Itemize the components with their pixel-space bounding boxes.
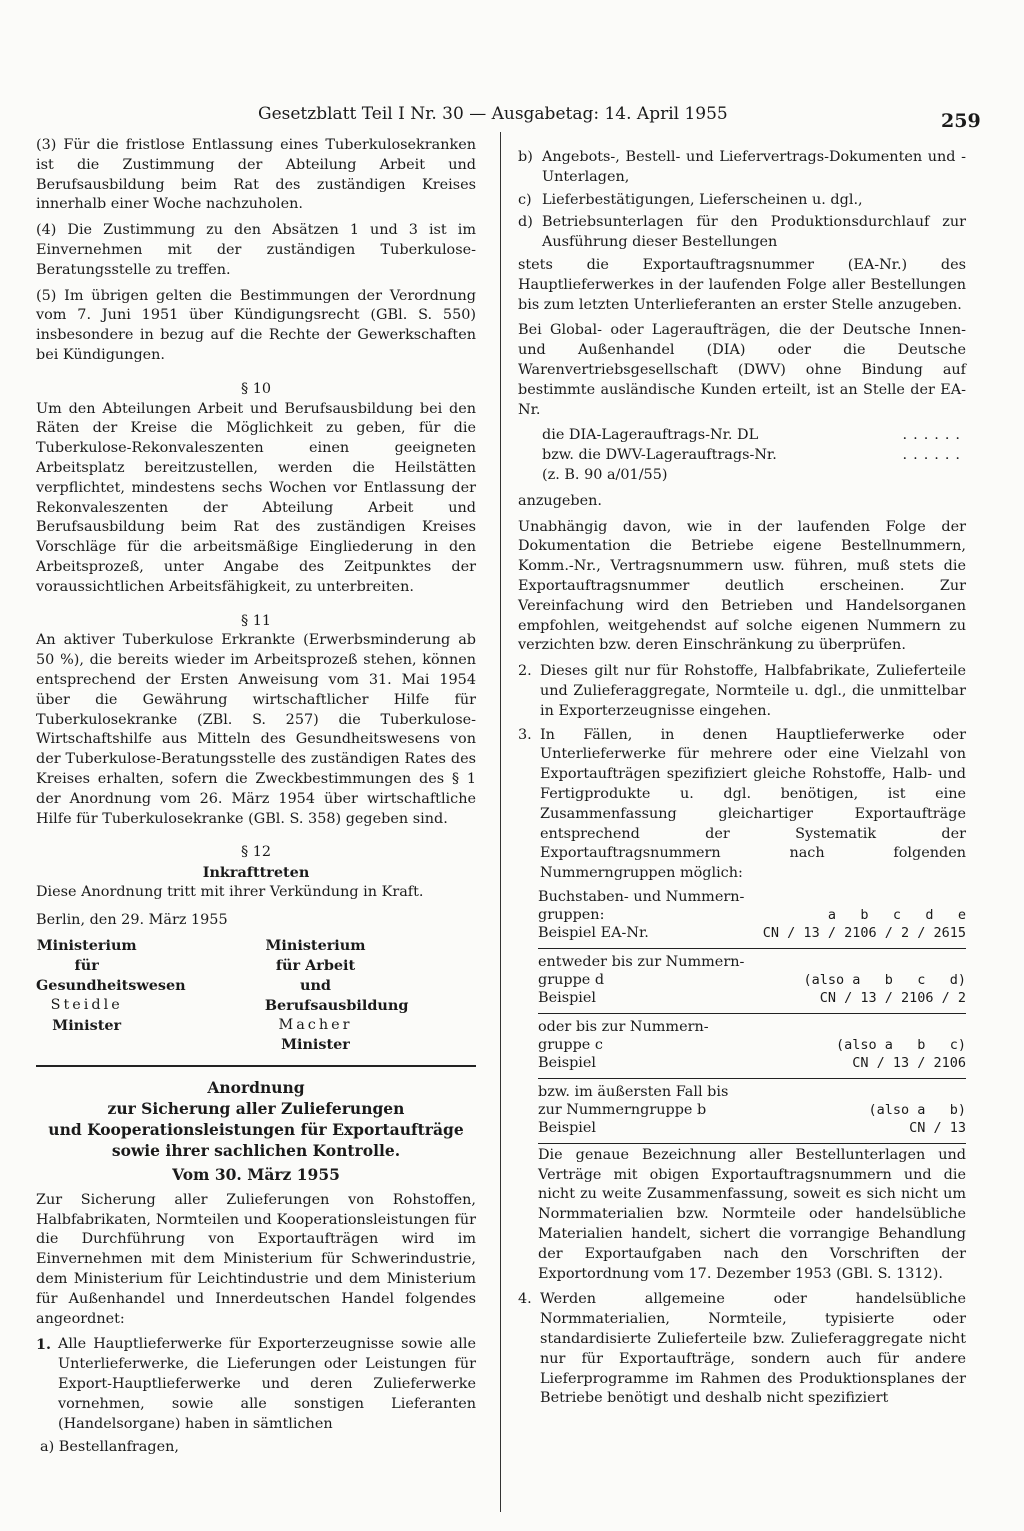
signature-left xyxy=(36,936,247,1055)
ministry-health-line1: Ministerium xyxy=(36,937,137,955)
group-4-example-label: Beispiel xyxy=(538,1119,597,1136)
item-2-number: 2. xyxy=(518,663,532,680)
signer-macher: Macher xyxy=(278,1016,353,1033)
ordinance-title-line4: sowie ihrer sachlichen Kontrolle. xyxy=(111,1140,401,1160)
item-4 xyxy=(518,1290,966,1409)
item-1c xyxy=(518,191,966,211)
section-12-title: Inkrafttreten xyxy=(202,864,310,882)
dots-2: ...... xyxy=(902,447,966,464)
unabhaengig-paragraph: Unabhängig davon, wie in der laufenden Folge der Dokumentation die Betriebe eigene Bestellnummern, Komm.-Nr., Vertragsnummern usw. führen, muß stets die Exportauftragsnummer deutlich erscheinen. Zur Vereinfachung wird den Betrieben und Handelsorganen empfohlen, weitgehendst auf solche eigenen Nummern zu verzichten bzw. deren Einschränkung zu überprüfen. xyxy=(518,518,966,654)
group-3-example-label: Beispiel xyxy=(538,1054,597,1071)
item-1c-label: c) xyxy=(518,191,532,208)
item-1 xyxy=(36,1335,476,1434)
group-2-example-label: Beispiel xyxy=(538,989,597,1006)
place-date: Berlin, den 29. März 1955 xyxy=(36,911,228,928)
ordinance-title xyxy=(36,1077,476,1185)
ordinance-date: Vom 30. März 1955 xyxy=(172,1164,340,1184)
group-4-letters: (also a b) xyxy=(868,1101,966,1118)
section-12-text: Diese Anordnung tritt mit ihrer Verkündung in Kraft. xyxy=(36,883,424,900)
ministry-labour-line2: und Berufsausbildung xyxy=(264,977,409,1014)
example-number: (z. B. 90 a/01/55) xyxy=(542,466,668,483)
group-footer-rule xyxy=(538,1143,966,1144)
item-4-number: 4. xyxy=(518,1291,532,1308)
signer-role-right: Minister xyxy=(281,1036,350,1054)
item-1a: a) Bestellanfragen, xyxy=(40,1439,179,1456)
dia-number-line: die DIA-Lagerauftrags-Nr. DL xyxy=(542,427,759,444)
item-1d-text: Betriebsunterlagen für den Produktionsdurchlauf zur Ausführung dieser Bestellungen xyxy=(542,214,966,251)
stets-paragraph: stets die Exportauftragsnummer (EA-Nr.) des Hauptlieferwerkes in der laufenden Folge aller Bestellungen bis zum letzten Unterlieferanten an erster Stelle anzugeben. xyxy=(518,256,966,313)
item-1-number: 1. xyxy=(36,1336,52,1354)
signer-steidle: Steidle xyxy=(50,996,123,1013)
item-2-text: Dieses gilt nur für Rohstoffe, Halbfabrikate, Zulieferteile und Zulieferaggregate, Normteile u. dgl., die unmittelbar in Exporterzeugnisse eingehen. xyxy=(540,663,966,719)
group-4-label: bzw. im äußersten Fall bis xyxy=(538,1083,729,1100)
section-10-text: Um den Abteilungen Arbeit und Berufsausbildung bei den Räten der Kreise die Möglichkeit zu geben, für die Tuberkulose-Rekonvaleszenten einen geeigneten Arbeitsplatz bereitzustellen, werden die Heilstätten verpflichtet, mindestens sechs Wochen vor Entlassung der Rekonvaleszenten der Abteilung Arbeit und Berufsausbildung beim Rat des zuständigen Kreises Vorschläge für die arbeitsmäßige Eingliederung in den Arbeitsprozeß, unter Angabe des Zeitpunktes der voraussichtlichen Arbeitsfähigkeit, zu unterbreiten. xyxy=(36,400,476,595)
global-paragraph: Bei Global- oder Lageraufträgen, die der Deutsche Innen- und Außenhandel (DIA) oder die Deutsche Warenvertriebsgesellschaft (DWV) ohne Bindung auf bestimmte ausländische Kunden erteilt, ist an Stelle der EA-Nr. xyxy=(518,322,966,418)
item-3 xyxy=(518,726,966,884)
group-4-label2: zur Nummerngruppe b xyxy=(538,1101,707,1118)
page-number: 259 xyxy=(941,110,981,132)
section-11-heading: § 11 xyxy=(240,612,272,629)
group-1-code: CN / 13 / 2106 / 2 / 2615 xyxy=(762,924,966,941)
group-1-label: Buchstaben- und Nummern- xyxy=(538,888,745,905)
group-1-example-label: Beispiel EA-Nr. xyxy=(538,924,649,941)
dots-1: ...... xyxy=(902,427,966,444)
separator-rule xyxy=(36,1065,476,1067)
group-row-1 xyxy=(538,888,966,942)
item-4-text: Werden allgemeine oder handelsübliche Normmaterialien, Normteile, typisierte oder standardisierte Zulieferteile bzw. Zulieferaggregate nicht nur für Exportaufträge, sondern auch für andere Lieferprogramme im Rahmen des Produktionsplanes der Betriebe benötigt und deshalb nicht spezifiziert xyxy=(540,1291,966,1407)
group-2-label: entweder bis zur Nummern- xyxy=(538,953,745,970)
group-2-label2: gruppe d xyxy=(538,971,605,988)
group-1-label2: gruppen: xyxy=(538,906,605,923)
group-3-letters: (also a b c) xyxy=(835,1036,966,1053)
group-4-code: CN / 13 xyxy=(909,1119,966,1136)
group-3-label: oder bis zur Nummern- xyxy=(538,1018,709,1035)
right-column xyxy=(518,148,966,1413)
item-1b-label: b) xyxy=(518,149,533,165)
group-row-3 xyxy=(538,1013,966,1072)
genaue-paragraph: Die genaue Bezeichnung aller Bestellunterlagen und Verträge mit obigen Exportauftragsnummern und die nicht zu weite Zusammenfassung, soweit es sich nicht um Normmaterialien bzw. Normteile oder handelsübliche Materialien handelt, sichert die vorrangige Behandlung der Exportaufgaben nach den Vorschriften der Exportordnung vom 17. Dezember 1953 (GBl. S. 1312). xyxy=(538,1146,966,1282)
ordinance-intro: Zur Sicherung aller Zulieferungen von Rohstoffen, Halbfabrikaten, Normteilen und Kooperationsleistungen für die Durchführung von Exportaufträgen wird im Einvernehmen mit dem Ministerium für Schwerindustrie, dem Ministerium für Leichtindustrie und dem Ministerium für Außenhandel und Innerdeutschen Handel folgendes angeordnet: xyxy=(36,1191,476,1327)
group-3-label2: gruppe c xyxy=(538,1036,603,1053)
number-group-table xyxy=(518,888,966,1144)
group-3-code: CN / 13 / 2106 xyxy=(852,1054,966,1071)
item-1d-label: d) xyxy=(518,214,533,231)
item-3-text: In Fällen, in denen Hauptlieferwerke oder Unterlieferwerke für mehrere oder eine Vielzahl von Exportaufträgen spezifiziert gleiche Rohstoffe, Halb- und Fertigprodukte u. dgl. benötigen, ist eine Zusammenfassung gleichartiger Exportaufträge entsprechend der Systematik der Exportauftragsnummern nach folgenden Nummerngruppen möglich: xyxy=(540,726,966,882)
item-2 xyxy=(518,662,966,721)
item-3-number: 3. xyxy=(518,726,532,743)
group-row-2 xyxy=(538,948,966,1007)
ordinance-title-line3: und Kooperationsleistungen für Exportaufträge xyxy=(48,1119,464,1139)
item-1b-text: Angebots-, Bestell- und Liefervertrags-Dokumenten und -Unterlagen, xyxy=(542,149,966,185)
ministry-labour-line1: Ministerium für Arbeit xyxy=(265,937,366,975)
item-1d xyxy=(518,213,966,253)
group-2-code: CN / 13 / 2106 / 2 xyxy=(819,989,966,1006)
section-11-text: An aktiver Tuberkulose Erkrankte (Erwerbsminderung ab 50 %), die bereits wieder im Arbeitsprozeß stehen, können entsprechend der Ersten Anweisung vom 31. Mai 1954 über die Gewährung wirtschaftlicher Hilfe für Tuberkulosekranke (ZBl. S. 257) die Tuberkulose-Wirtschaftshilfe aus Mitteln des Gesundheitswesens von der Tuberkulose-Beratungsstelle des zuständigen Rates des Kreises erhalten, sofern die Zweckbestimmungen des § 1 der Anordnung vom 26. März 1954 über wirtschaftliche Hilfe für Tuberkulosekranke (GBl. S. 358) gegeben sind. xyxy=(36,632,476,827)
anzugeben-text: anzugeben. xyxy=(518,492,602,509)
item-1b xyxy=(518,148,966,188)
ordinance-title-line1: Anordnung xyxy=(207,1077,305,1097)
paragraph-5: (5) Im übrigen gelten die Bestimmungen der Verordnung vom 7. Juni 1951 über Kündigungsrecht (GBl. S. 550) insbesondere in bezug auf die Rechte der Gewerkschaften bei Kündigungen. xyxy=(36,287,476,363)
lagerauftrag-block xyxy=(518,426,966,485)
group-row-4 xyxy=(538,1078,966,1137)
item-1-text: Alle Hauptlieferwerke für Exporterzeugnisse sowie alle Unterlieferwerke, die Lieferungen oder Leistungen für Export-Hauptlieferwerke und deren Zulieferwerke vornehmen, sowie alle sonstigen Lieferanten (Handelsorgane) haben in sämtlichen xyxy=(58,1336,476,1432)
paragraph-3: (3) Für die fristlose Entlassung eines Tuberkulosekranken ist die Zustimmung der Abteilung Arbeit und Berufsausbildung beim Rat des zuständigen Kreises innerhalb einer Woche nachzuholen. xyxy=(36,137,476,213)
paragraph-4: (4) Die Zustimmung zu den Absätzen 1 und 3 ist im Einvernehmen mit der zuständigen Tuberkulose-Beratungsstelle zu treffen. xyxy=(36,222,476,278)
signature-block xyxy=(36,936,476,1055)
ministry-health-line2: für Gesundheitswesen xyxy=(36,957,186,995)
signature-right xyxy=(265,936,476,1055)
section-12-heading: § 12 xyxy=(240,844,272,861)
group-2-letters: (also a b c d) xyxy=(803,971,966,988)
section-10-heading: § 10 xyxy=(240,380,272,397)
signer-role-left: Minister xyxy=(52,1016,122,1034)
ordinance-title-line2: zur Sicherung aller Zulieferungen xyxy=(107,1098,405,1118)
group-1-letters: a b c d e xyxy=(827,906,966,923)
dwv-number-line: bzw. die DWV-Lagerauftrags-Nr. xyxy=(542,447,777,464)
page-header: Gesetzblatt Teil I Nr. 30 — Ausgabetag: 14. April 1955 xyxy=(258,104,728,124)
item-1c-text: Lieferbestätigungen, Lieferscheinen u. dgl., xyxy=(542,191,863,208)
left-column xyxy=(36,136,476,1458)
column-divider xyxy=(500,132,501,1512)
